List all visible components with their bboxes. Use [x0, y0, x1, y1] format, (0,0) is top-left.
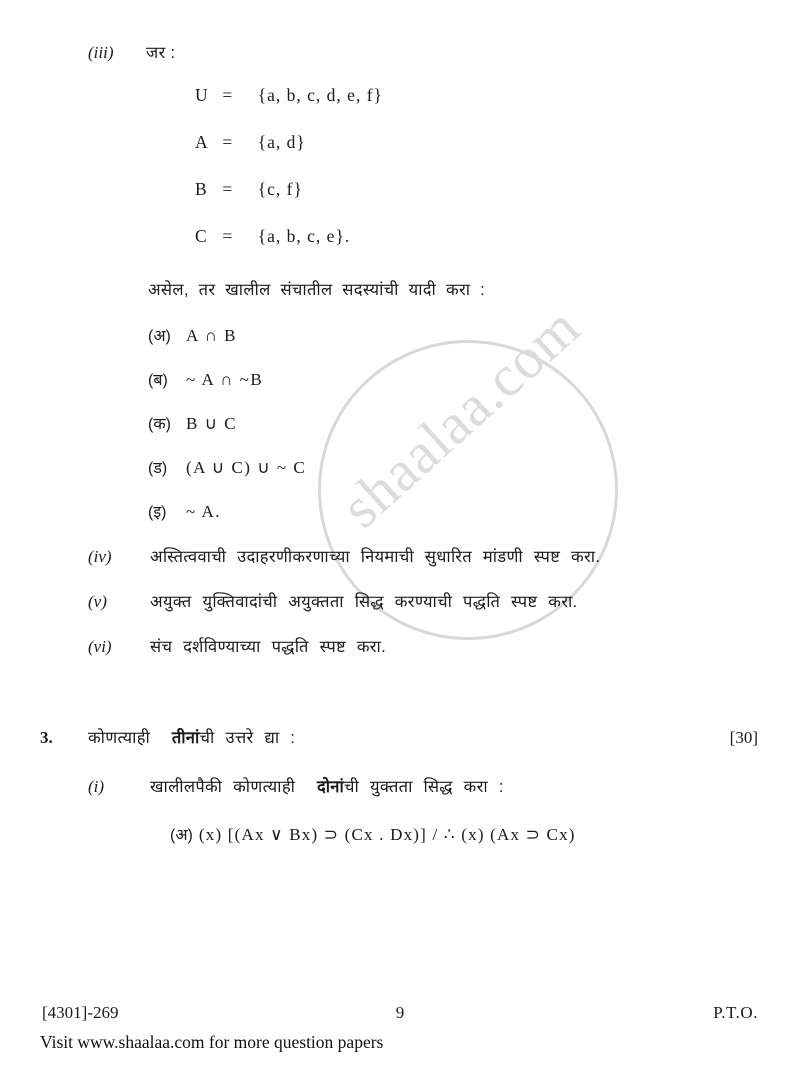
question-3-sub-i-text [150, 774, 504, 797]
question-vi-text: संच दर्शविण्याच्या पद्धति स्पष्ट करा. [150, 638, 386, 656]
question-3-text-before: कोणत्याही [88, 729, 151, 747]
set-equals-a: = [222, 132, 234, 152]
set-equals-u: = [222, 85, 234, 105]
option-b [148, 368, 800, 390]
question-iii-marker: (iii) [88, 43, 114, 62]
set-definition-b [195, 179, 800, 200]
question-3-sub-i-marker: (i) [88, 777, 105, 796]
question-3 [40, 725, 800, 748]
set-name-c: C [195, 226, 208, 246]
question-v-marker: (v) [88, 592, 107, 611]
question-3-marks: [30] [729, 728, 758, 747]
option-c-expression: B ∪ C [186, 414, 238, 433]
option-a-marker: (अ) [148, 328, 171, 345]
set-equals-b: = [222, 179, 234, 199]
set-definition-a [195, 132, 800, 153]
question-3-number: 3. [40, 728, 53, 747]
question-v [88, 589, 800, 612]
page-footer [0, 1003, 800, 1023]
question-3-sub-i [88, 774, 800, 797]
question-vi-marker: (vi) [88, 637, 112, 656]
option-a-expression: A ∩ B [186, 326, 237, 345]
formula-expression: (x) [(Ax ∨ Bx) ⊃ (Cx . Dx)] / ∴ (x) (Ax ⊃ Cx) [198, 825, 576, 844]
question-3-sub-i-text-before: खालीलपैकी कोणत्याही [150, 778, 296, 796]
footer-pto: P.T.O. [713, 1003, 758, 1022]
question-iv-marker: (iv) [88, 547, 112, 566]
question-iii [88, 40, 800, 63]
set-equals-c: = [222, 226, 234, 246]
option-c-marker: (क) [148, 416, 171, 433]
set-name-b: B [195, 179, 208, 199]
set-value-c: {a, b, c, e}. [257, 226, 351, 246]
question-vi [88, 634, 800, 657]
option-b-expression: ~ A ∩ ~B [186, 370, 264, 389]
option-d [148, 456, 800, 478]
question-3-sub-i-formula [170, 823, 800, 845]
option-b-marker: (ब) [148, 372, 168, 389]
set-definition-u [195, 85, 800, 106]
option-d-marker: (ड) [148, 460, 168, 477]
option-d-expression: (A ∪ C) ∪ ~ C [186, 458, 307, 477]
option-e-expression: ~ A. [186, 502, 222, 521]
option-e-marker: (इ) [148, 504, 167, 521]
footer-paper-code: [4301]-269 [42, 1003, 119, 1022]
formula-marker: (अ) [170, 827, 193, 844]
set-value-u: {a, b, c, d, e, f} [257, 85, 383, 105]
footer-site-note: Visit www.shaalaa.com for more question papers [40, 1032, 384, 1052]
option-e [148, 500, 800, 522]
question-3-text [88, 725, 730, 748]
question-3-text-bold: तीनां [171, 729, 200, 747]
question-iii-instruction: असेल, तर खालील संचातील सदस्यांची यादी करा : [148, 281, 486, 299]
set-name-a: A [195, 132, 209, 152]
question-3-sub-i-text-after: ची युक्तता सिद्ध करा : [344, 778, 504, 796]
option-a [148, 324, 800, 346]
question-iv-text: अस्तित्ववाची उदाहरणीकरणाच्या नियमाची सुधारित मांडणी स्पष्ट करा. [150, 548, 601, 566]
question-3-text-after: ची उत्तरे द्या : [199, 729, 296, 747]
question-v-text: अयुक्त युक्तिवादांची अयुक्तता सिद्ध करण्याची पद्धति स्पष्ट करा. [150, 593, 578, 611]
question-3-sub-i-text-bold: दोनां [316, 778, 345, 796]
set-value-b: {c, f} [257, 179, 303, 199]
footer-page-number: 9 [395, 1003, 405, 1022]
option-c [148, 412, 800, 434]
watermark-text: shaalaa.com [328, 293, 593, 541]
set-name-u: U [195, 85, 209, 105]
question-iv [88, 544, 800, 567]
set-definition-c [195, 226, 800, 247]
question-iii-text: जर : [146, 44, 176, 62]
set-value-a: {a, d} [257, 132, 306, 152]
